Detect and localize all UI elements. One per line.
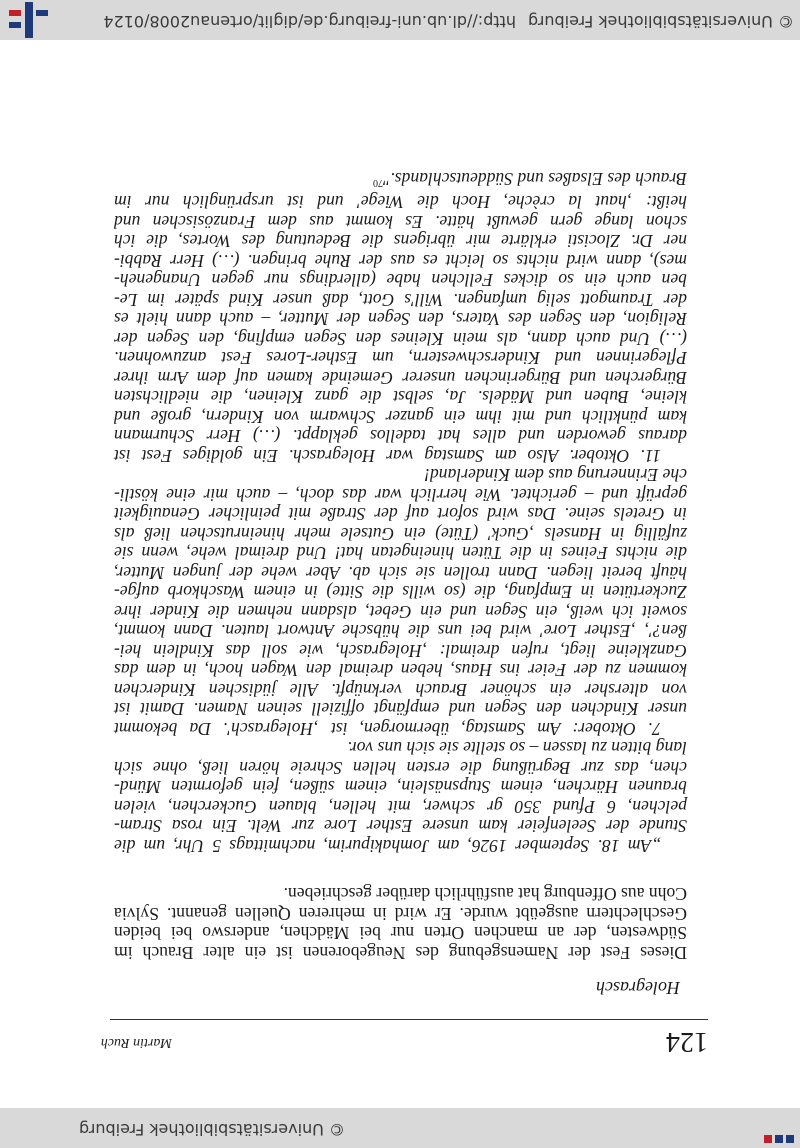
library-logo xyxy=(764,1113,794,1143)
quote-line: Bürgerchen und Bürgerinchen unserer Gemeinde kamen auf dem Arm ihrer xyxy=(114,368,687,388)
footnote-reference: 70 xyxy=(372,177,383,188)
quote-line: ner Dr. Zlocisti erklärte mir übrigens die Bedeutung des Wortes, die ich xyxy=(114,231,687,252)
quote-line: kleine, Buben und Mädels. Ja, selbst die ganz Kleinen, die niedlichsten xyxy=(114,387,687,408)
quote-line: soweit ich weiß, ein Segen und ein Gebet, alsdann nehmen die Kinder ihre xyxy=(114,602,687,622)
viewer-bottom-bar xyxy=(0,0,800,40)
quote-line: mes), dann wird nichts so leicht es aus der Ruhe bringen. (…) Herr Rabbi- xyxy=(114,251,687,271)
quote-line: von altersher ein schöner Brauch verknüpft. Alle jüdischen Kinderchen xyxy=(114,680,687,700)
quote-line: 7. Oktober: Am Samstag, übermorgen, ist ‚Holegrasch'. Da bekommt xyxy=(114,719,661,739)
intro-paragraph: Dieses Fest der Namensgebung des Neugeborenen ist ein alter Brauch im Südwesten, der an manchen Orten nur bei Mädchen, anderswo bei beiden Geschlechtern ausgeübt wurde. Er wird in mehreren Quellen genannt. Sylvia Cohn aus Offenburg hat ausführlich darüber geschrieben. xyxy=(114,884,687,963)
copyright-notice-top: © Universitätsbibliothek Freiburg xyxy=(78,1120,345,1139)
quote-line: lang bitten zu lassen – so stellte sie sich uns vor. xyxy=(347,738,687,759)
quote-line: in Gretels seine. Das wird sofort auf der Straße mit peinlicher Genauigkeit xyxy=(114,504,687,525)
quote-line: zufällig in Hansels ‚Guck' (Tüte) ein Gutsele mehr hineinrutschen ließ als xyxy=(114,524,687,544)
quote-line: ßen?', ‚Esther Lore' wird bei uns die hübsche Antwort lauten. Dann kommt, xyxy=(114,621,687,642)
diary-quote xyxy=(114,169,687,855)
quote-line: schon lange gern gewußt hätte. Es kommt aus dem Französischen und xyxy=(114,212,687,232)
quote-line: geprüft und – gerichtet. Wie herrlich war das doch, – auch mir eine köstli- xyxy=(114,485,687,505)
quote-line: Ganzkleine liegt, rufen dreimal: ‚Holegrasch, wie soll das Kindlein hei- xyxy=(114,641,687,661)
quote-line: die nichts Feines in die Tüten hineingetan hat! Und dreimal wehe, wenn sie xyxy=(114,543,687,564)
quote-line: ben auch ein so dickes Fellchen habe (allerdings nur gegen Unangeneh- xyxy=(114,270,687,291)
quote-line: daraus geworden und alles hat tadellos geklappt. (…) Herr Schurmann xyxy=(114,426,687,447)
running-head: Martin Ruch xyxy=(100,1035,172,1050)
page-number: 124 xyxy=(666,1026,708,1057)
section-title: Holegrasch xyxy=(596,978,680,998)
quote-line: der Traumgott selig umfangen. Will's Gott, daß unser Kind später im Le- xyxy=(114,290,687,310)
quote-line: Pflegerinnen und Kinderschwestern, um Esther-Lores Fest anzuwohnen. xyxy=(114,348,687,369)
quote-line: kommen zu der Feier ins Haus, heben dreimal den Wagen hoch, in dem das xyxy=(114,660,687,681)
header-rule xyxy=(110,1019,708,1020)
quote-line: Brauch des Elsaßes und Süddeutschlands."$^{70}$ xyxy=(372,169,687,190)
quote-line: Stunde der Seelenfeier kam unsere Esther Lore zur Welt. Ein rosa Stram- xyxy=(114,816,687,837)
quote-line: häuft bereit liegen. Dann trollen sie sich ab. Aber wehe der jungen Mutter, xyxy=(114,563,687,583)
quote-line: (…) Und auch dann, als mein Kleines den Segen empfing, den Segen der xyxy=(114,329,687,349)
copyright-notice: © Universitätsbibliothek Freiburg xyxy=(527,12,794,31)
quote-line: heißt: ‚haut la crèche, Hoch die Wiege' und ist ursprünglich nur im xyxy=(114,192,687,213)
library-logo xyxy=(8,2,48,38)
quote-line: kam pünktlich und mit ihm ein ganzer Schwarm von Kindern, große und xyxy=(114,407,687,427)
quote-line: pelchen, 6 Pfund 350 gr schwer, mit hellen, blauen Guckerchen, vielen xyxy=(114,797,687,817)
permalink-url[interactable]: http://dl.ub.uni-freiburg.de/diglit/ortenau2008/0124 xyxy=(103,12,516,31)
quote-line: Zuckertüten in Empfang, die (so wills die Sitte) in einem Waschkorb aufge- xyxy=(114,582,687,603)
quote-line: 11. Oktober. Also am Samstag war Holegrasch. Ein goldiges Fest ist xyxy=(114,446,661,466)
quote-line: braunen Härchen, einem Stupsnäslein, einem süßen, fein geformten Münd- xyxy=(114,777,687,798)
viewer-top-bar xyxy=(0,1108,800,1148)
quote-line: „Am 18. September 1926, am Jomhakipurim, nachmittags 5 Uhr, um die xyxy=(114,836,661,856)
quote-line: che Erinnerung aus dem Kinderland! xyxy=(424,465,687,486)
quote-line: Religion, den Segen des Vaters, den Segen der Mutter, – auch dann hielt es xyxy=(114,309,687,330)
quote-line: chen, das zur Begrüßung die ersten hellen Schreie hören ließ, ohne sich xyxy=(114,758,687,778)
quote-line: unser Kindchen den Segen und empfängt offiziell seinen Namen. Damit ist xyxy=(114,699,687,720)
